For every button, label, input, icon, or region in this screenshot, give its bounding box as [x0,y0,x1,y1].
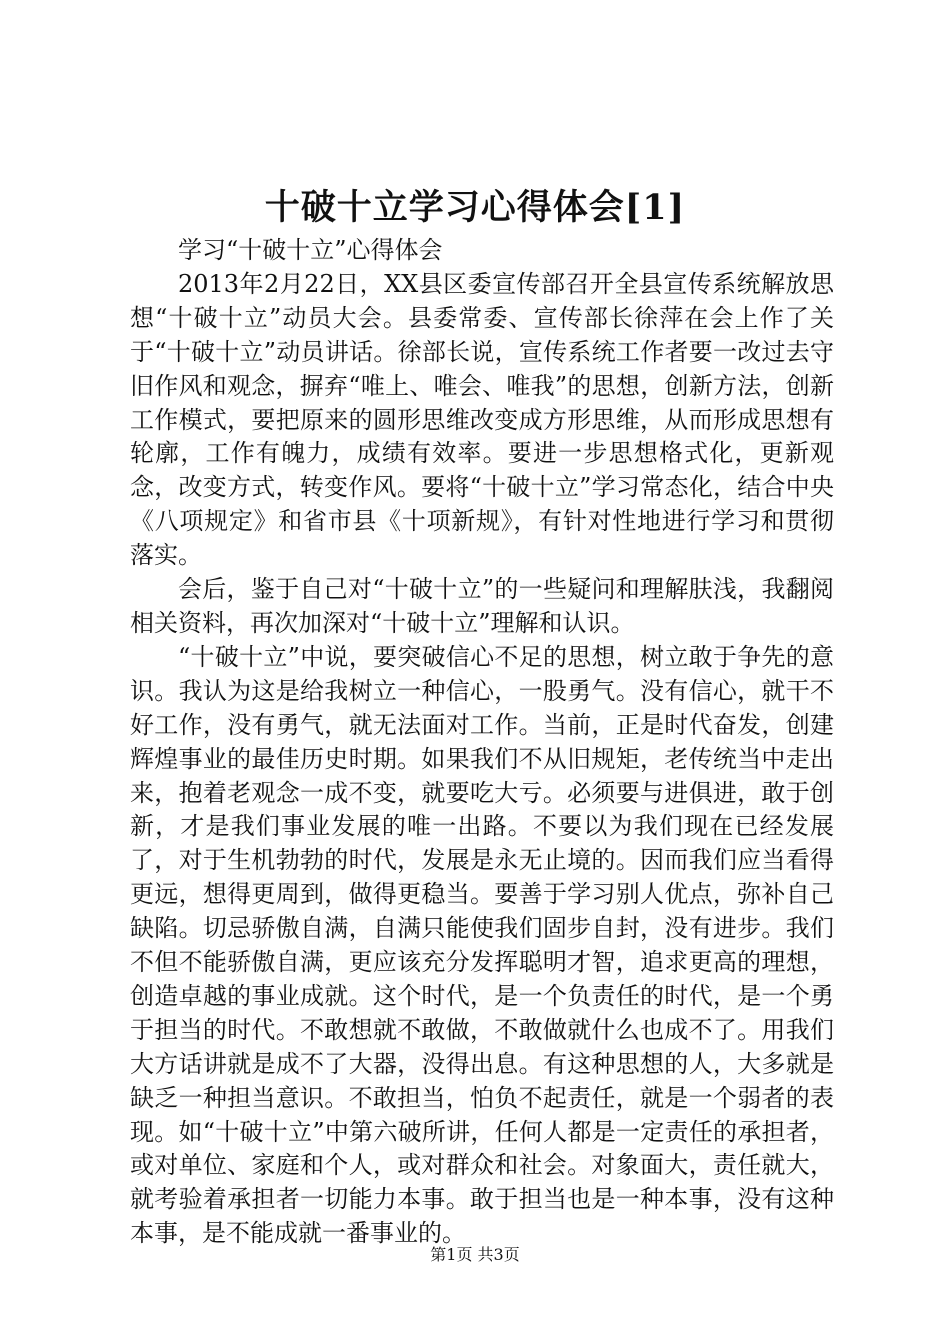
paragraph-2: 会后，鉴于自己对“十破十立”的一些疑问和理解肤浅，我翻阅相关资料，再次加深对“十破十立”理解和认识。 [130,575,834,637]
paragraph-3: “十破十立”中说，要突破信心不足的思想，树立敢于争先的意识。我认为这是给我树立一种信心，一股勇气。没有信心，就干不好工作，没有勇气，就无法面对工作。当前，正是时代奋发，创建辉煌事业的最佳历史时期。如果我们不从旧规矩，老传统当中走出来，抱着老观念一成不变，就要吃大亏。必须要与进俱进，敢于创新，才是我们事业发展的唯一出路。不要以为我们现在已经发展了，对于生机勃勃的时代，发展是永无止境的。因而我们应当看得更远，想得更周到，做得更稳当。要善于学习别人优点，弥补自己缺陷。切忌骄傲自满，自满只能使我们固步自封，没有进步。我们不但不能骄傲自满，更应该充分发挥聪明才智，追求更高的理想，创造卓越的事业成就。这个时代，是一个负责任的时代，是一个勇于担当的时代。不敢想就不敢做，不敢做就什么也成不了。用我们大方话讲就是成不了大器，没得出息。有这种思想的人，大多就是缺乏一种担当意识。不敢担当，怕负不起责任，就是一个弱者的表现。如“十破十立”中第六破所讲，任何人都是一定责任的承担者，或对单位、家庭和个人，或对群众和社会。对象面大，责任就大，就考验着承担者一切能力本事。敢于担当也是一种本事，没有这种本事，是不能成就一番事业的。 [130,642,834,1248]
document-title: 十破十立学习心得体会[1] [264,187,686,228]
document-body [130,234,834,1251]
document-subtitle: 学习“十破十立”心得体会 [178,236,443,264]
page-footer: 第1页 共3页 [430,1245,520,1264]
paragraph-1: 2013年2月22日，XX县区委宣传部召开全县宣传系统解放思想“十破十立”动员大会。县委常委、宣传部长徐萍在会上作了关于“十破十立”动员讲话。徐部长说，宣传系统工作者要一改过去守旧作风和观念，摒弃“唯上、唯会、唯我”的思想，创新方法，创新工作模式，要把原来的圆形思维改变成方形思维，从而形成思想有轮廓，工作有魄力，成绩有效率。要进一步思想格式化，更新观念，改变方式，转变作风。要将“十破十立”学习常态化，结合中央《八项规定》和省市县《十项新规》，有针对性地进行学习和贯彻落实。 [130,269,834,570]
